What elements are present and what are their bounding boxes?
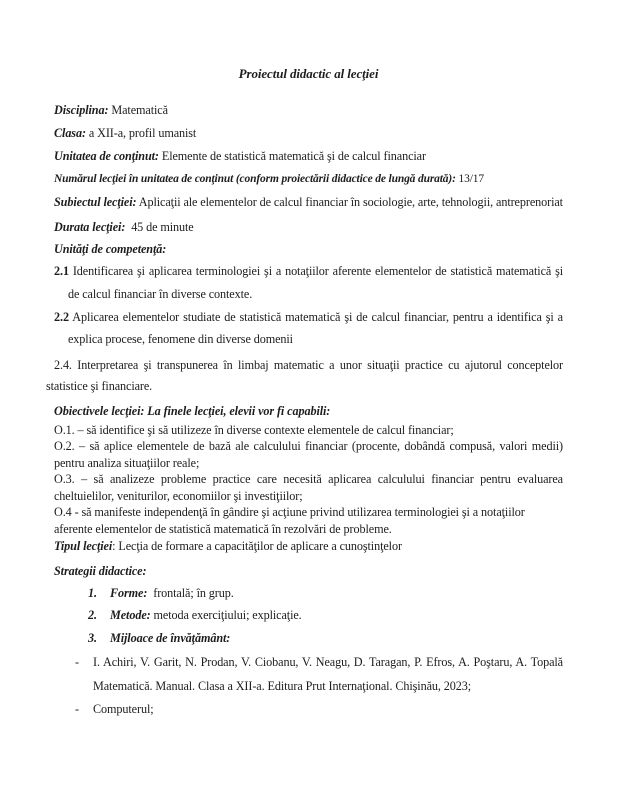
field-subiectul-label: Subiectul lecţiei: [54, 195, 137, 209]
field-numarul-label: Numărul lecţiei în unitatea de conţinut (conform proiectării didactice de lungă durată): [54, 173, 456, 185]
field-disciplina-value: Matematică [111, 103, 168, 117]
strategy-metode-label: Metode: [110, 608, 151, 623]
field-clasa [54, 122, 563, 145]
strategy-metode-value: metoda exerciţiului; explicaţie. [153, 608, 302, 623]
strategy-item-forme [54, 582, 563, 605]
field-numarul-lectiei [54, 168, 563, 191]
dash-bullet-marker: - [75, 702, 79, 717]
strategies-heading: Strategii didactice: [54, 563, 147, 578]
competency-2-1-text: Identificarea şi aplicarea terminologiei şi a notaţiilor aferente elementelor de statistică matematică şi de calcul financiar în diverse contexte. [68, 263, 564, 301]
field-unitatea-value: Elemente de statistică matematică şi de calcul financiar [161, 149, 426, 163]
resource-item-manual [54, 651, 563, 698]
strategy-item-mijloace [54, 627, 563, 650]
strategy-mijloace-label: Mijloace de învăţământ: [110, 630, 231, 645]
lesson-type-value: : Lecţia de formare a capacităţilor de aplicare a cunoştinţelor [112, 538, 402, 553]
field-subiectul-value: Aplicaţii ale elementelor de calcul financiar în sociologie, arte, tehnologii, antreprenoriat [138, 195, 563, 209]
objective-o1: O.1. – să identifice şi să utilizeze în diverse contexte elementele de calcul financiar; [54, 422, 454, 437]
objectives-heading: Obiectivele lecţiei: La finele lecţiei, elevii vor fi capabili: [54, 403, 331, 418]
field-numarul-value: 13/17 [458, 173, 484, 185]
strategy-metode-number: 2. [88, 608, 97, 623]
competency-2-1-number: 2.1 [54, 263, 69, 278]
competency-item-2-4: 2.4. Interpretarea şi transpunerea în limbaj matematic a unor situaţii practice cu ajutorul conceptelor statistice şi financiare. [46, 357, 563, 393]
field-durata-value: 45 de minute [131, 219, 194, 234]
strategy-forme-number: 1. [88, 585, 97, 600]
field-unitatea-continut [54, 145, 563, 168]
strategy-mijloace-number: 3. [88, 630, 97, 645]
field-unitatea-label: Unitatea de conţinut: [54, 149, 159, 163]
strategy-forme-label: Forme: [110, 585, 148, 600]
lesson-type-line [54, 538, 563, 555]
field-disciplina-label: Disciplina: [54, 103, 109, 117]
objective-o3: O.3. – să analizeze probleme practice care necesită aplicarea calculului financiar pentru evaluarea cheltuielilor, veniturilor, economiilor şi investiţiilor; [54, 472, 563, 503]
field-subiectul-lectiei [54, 194, 563, 211]
field-clasa-value: a XII-a, profil umanist [88, 126, 197, 140]
strategy-forme-value: frontală; în grup. [153, 585, 234, 600]
document-title: Proiectul didactic al lecţiei [238, 66, 379, 81]
field-durata-label: Durata lecţiei: [54, 219, 126, 234]
competency-2-2-number: 2.2 [54, 309, 69, 324]
resource-item-computer [54, 698, 563, 722]
field-disciplina [54, 99, 563, 122]
resource-computer-text: Computerul; [93, 702, 154, 717]
competency-item-2-2 [54, 306, 563, 350]
objective-o2: O.2. – să aplice elementele de bază ale calculului financiar (procente, dobândă compusă, valori medii) pentru analiza situaţiilor reale; [54, 439, 563, 470]
objective-o4: O.4 - să manifeste independenţă în gândire şi acţiune privind utilizarea terminologiei şi a notaţiilor aferente elementelor de statistică matematică în rezolvări de probleme. [54, 505, 525, 537]
lesson-type-label: Tipul lecţiei [54, 538, 113, 553]
competency-2-2-text: Aplicarea elementelor studiate de statistică matematică şi de calcul financiar, pentru a identifica şi a explica procese, fenomene din diverse domenii [68, 309, 563, 346]
strategy-item-metode [54, 604, 563, 627]
competencies-heading: Unităţi de competenţă: [54, 241, 167, 256]
competency-item-2-1 [54, 260, 563, 306]
dash-bullet-marker: - [75, 655, 79, 670]
field-clasa-label: Clasa: [54, 126, 86, 140]
field-durata-lectiei [54, 216, 563, 239]
resource-manual-text: I. Achiri, V. Garit, N. Prodan, V. Ciobanu, V. Neagu, D. Taragan, P. Efros, A. Poştaru, A. Topală Matematică. Manual. Clasa a XII-a. Editura Prut Internaţional. Chişinău, 2023; [93, 655, 563, 693]
